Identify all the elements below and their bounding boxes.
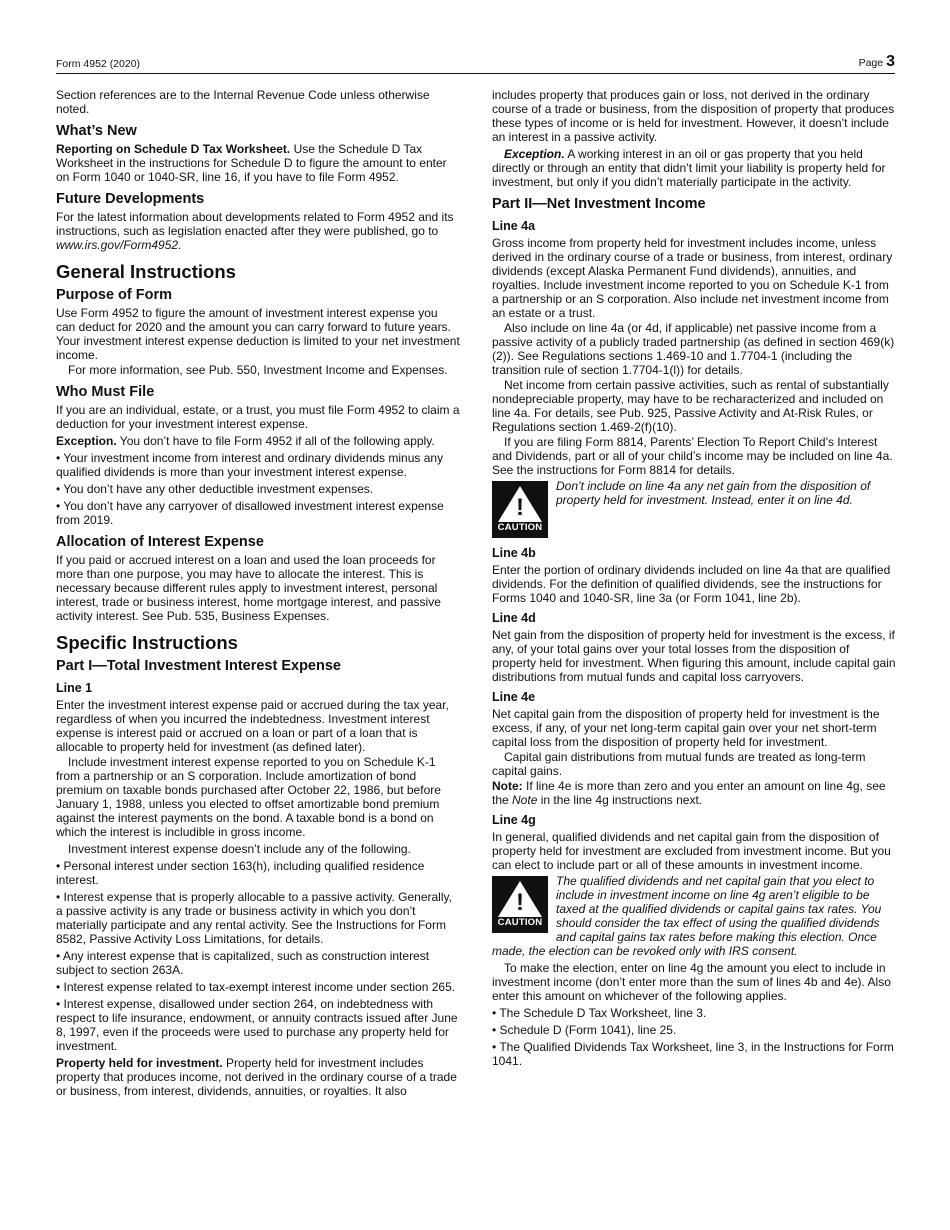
future-body: For the latest information about developments related to Form 4952 and its instructions, such as legislation enacted after they were published, go to [56,210,454,238]
line4g-p2: To make the election, enter on line 4g the amount you elect to include in investment income (don’t enter more than the sum of lines 4b and 4e). Also enter this amount on whichever of the following applies. [492,961,891,1003]
line1-bullet-4: • Interest expense related to tax-exempt interest income under section 265. [56,980,456,994]
line4e-note [492,779,896,807]
line4d-heading: Line 4d [492,611,536,625]
whats-new-heading: What’s New [56,123,137,139]
who-bullet-2: • You don’t have any other deductible investment expenses. [56,482,374,496]
property-held-lead: Property held for investment. [56,1056,223,1070]
purpose-p1: Use Form 4952 to figure the amount of investment interest expense you can deduct for 2020 and the amount you can carry forward to future years. Your investment interest expense deduction is limited to your net investment income. [56,306,460,362]
form-label: Form 4952 (2020) [56,58,141,70]
page-header [56,52,895,74]
line1-bullet-1: • Personal interest under section 163(h), including qualified residence interest. [56,859,425,887]
oil-gas-exception-lead: Exception. [504,147,565,161]
whats-new-text [56,142,460,184]
oil-gas-exception [492,147,896,189]
line4e-heading: Line 4e [492,690,536,704]
note-lead: Note: [492,779,523,793]
line1-bullet-2: • Interest expense that is properly allocable to a passive activity. Generally, a passive activity is any trade or business activity in which you don’t materially participate and any rental activity. See the Instructions for Form 8582, Passive Activity Loss Limitations, for details. [56,890,452,946]
purpose-heading: Purpose of Form [56,287,173,303]
who-exception-body: You don’t have to file Form 4952 if all of the following apply. [116,434,435,448]
general-instructions-heading: General Instructions [56,261,236,282]
left-column [56,88,460,1099]
line4g-bullet-2: • Schedule D (Form 1041), line 25. [492,1023,677,1037]
line4g-heading: Line 4g [492,813,536,827]
note-italic: Note [512,793,538,807]
who-bullet-3: • You don’t have any carryover of disallowed investment interest expense from 2019. [56,499,444,527]
line1-heading: Line 1 [56,681,93,695]
line4e-p1: Net capital gain from the disposition of property held for investment is the excess, if any, of your net long-term capital gain over your net short-term capital loss from the disposition of property held for investment. [492,707,880,749]
line4d-p1: Net gain from the disposition of property held for investment is the excess, if any, of your total gains over your total losses from the disposition of property held for investment. When figuring this amount, include capital gain distributions from mutual funds and capital loss carryovers. [492,628,896,684]
intro-text: Section references are to the Internal Revenue Code unless otherwise noted. [56,88,430,116]
line4a-p2: Also include on line 4a (or 4d, if applicable) net passive income from a passive activity of a publicly traded partnership (as defined in section 469(k)(2)). See Regulations sections 1.469-10 and 1.7704-1 (including the transition rule of section 1.7704-1(l)) for details. [492,321,895,377]
document-page [56,52,895,1212]
line4b-heading: Line 4b [492,546,536,560]
note-end: in the line 4g instructions next. [537,793,703,807]
line1-bullet-3: • Any interest expense that is capitalized, such as construction interest subject to section 263A. [56,949,430,977]
future-developments-heading: Future Developments [56,191,205,207]
whats-new-body: Use the Schedule D Tax Worksheet in the instructions for Schedule D to figure the amount to enter on Form 1040 or 1040-SR, line 16, if you have to file Form 4952. [56,142,447,184]
caution-label: CAUTION [497,917,543,928]
line4a-p3: Net income from certain passive activities, such as rental of substantially nondepreciable property, may have to be recharacterized and included on line 4a. For details, see Pub. 925, Passive Activity and At-Risk Rules, or Regulations section 1.469-2(f)(10). [492,378,889,434]
caution-box-line4a [492,479,896,540]
who-must-file-heading: Who Must File [56,384,155,400]
who-exception [56,434,460,448]
whats-new-lead: Reporting on Schedule D Tax Worksheet. [56,142,291,156]
irs-link[interactable]: www.irs.gov/Form4952 [56,238,179,252]
right-column [492,88,896,1069]
line1-bullet-5: • Interest expense, disallowed under section 264, on indebtedness with respect to life insurance, endowment, or annuity contracts issued after June 8, 1997, even if the proceeds were used to purchase any property held for investment. [56,997,458,1053]
who-p1: If you are an individual, estate, or a trust, you must file Form 4952 to claim a deduction for your investment interest expense. [56,403,460,431]
line4a-p1: Gross income from property held for investment includes income, unless derived in the ordinary course of a trade or business, from interest, ordinary dividends (except Alaska Permanent Fund dividends), annuities, and royalties. Include investment income reported to you on Schedule K-1 from a partnership or an S corporation. Also include net investment income from an estate or a trust. [492,236,893,320]
line4g-bullet-1: • The Schedule D Tax Worksheet, line 3. [492,1006,707,1020]
property-continued: includes property that produces gain or loss, not derived in the ordinary course of a trade or business, from the disposition of property that produces these types of income or is held for investment. However, it doesn’t include an interest in a passive activity. [492,88,895,144]
caution-icon: ! CAUTION [492,481,548,538]
page-number: 3 [886,53,895,70]
line1-p1: Enter the investment interest expense paid or accrued during the tax year, regardless of when you incurred the indebtedness. Investment interest expense is interest paid or accrued on a loan or part of a loan that is allocable to property held for investment (as defined later). [56,698,449,754]
line1-p3: Investment interest expense doesn’t include any of the following. [68,842,411,856]
line4g-bullet-3: • The Qualified Dividends Tax Worksheet, line 3, in the Instructions for Form 1041. [492,1040,894,1068]
allocation-text: If you paid or accrued interest on a loan and used the loan proceeds for more than one purpose, you may have to allocate the interest. This is necessary because different rules apply to investment interest, personal interest, trade or business interest, home mortgage interest, and passive activity interest. See Pub. 535, Business Expenses. [56,553,441,623]
specific-instructions-heading: Specific Instructions [56,632,238,653]
who-bullet-1: • Your investment income from interest and ordinary dividends minus any qualified dividends is more than your investment interest expense. [56,451,444,479]
line4g-p1: In general, qualified dividends and net capital gain from the disposition of property held for investment are excluded from investment income. But you can elect to include part or all of these amounts in investment income. [492,830,891,872]
page-indicator [859,53,895,71]
part1-heading: Part I—Total Investment Interest Expense [56,658,341,674]
part2-heading: Part II—Net Investment Income [492,196,706,212]
property-held-body: Property held for investment includes property that produces income, not derived in the ordinary course of a trade or business, from interest, dividends, annuities, or royalties. It also [56,1056,457,1098]
caution-box-line4g [492,874,896,958]
note-body: If line 4e is more than zero and you enter an amount on line 4g, see the [492,779,886,807]
line4e-p2: Capital gain distributions from mutual funds are treated as long-term capital gains. [492,750,866,778]
caution-text-line4g: The qualified dividends and net capital gain that you elect to include in investment income on line 4g aren’t eligible to be taxed at the qualified dividends or capital gains tax rates. You should consider the tax effect of using the qualified dividends and capital gains tax rates before making this election. Once made, the election can be revoked only with IRS consent. [492,874,882,958]
property-held-text [56,1056,460,1098]
who-exception-lead: Exception. [56,434,117,448]
page-label: Page [858,57,884,69]
line1-p2: Include investment interest expense reported to you on Schedule K-1 from a partnership or an S corporation. Include amortization of bond premium on taxable bonds purchased after October 22, 1986, but before January 1, 1988, unless you elected to offset amortizable bond premium against the interest payments on the bond. A taxable bond is a bond on which the interest is includible in gross income. [56,755,441,839]
caution-text-line4a: Don’t include on line 4a any net gain from the disposition of property held for investment. Instead, enter it on line 4d. [556,479,871,507]
line4a-p4: If you are filing Form 8814, Parents’ Election To Report Child’s Interest and Dividends, part or all of your child’s income may be included on line 4a. See the instructions for Form 8814 for details. [492,435,893,477]
caution-label: CAUTION [497,522,543,533]
future-developments-text [56,210,460,252]
purpose-p2: For more information, see Pub. 550, Investment Income and Expenses. [68,363,448,377]
future-end: . [178,238,182,252]
caution-icon: ! CAUTION [492,876,548,933]
allocation-heading: Allocation of Interest Expense [56,534,264,550]
line4a-heading: Line 4a [492,219,536,233]
line4b-p1: Enter the portion of ordinary dividends included on line 4a that are qualified dividends. For the definition of qualified dividends, see the instructions for Forms 1040 and 1040-SR, line 3a (or Form 1041, line 2b). [492,563,891,605]
oil-gas-exception-body: A working interest in an oil or gas property that you held directly or through an entity that didn’t limit your liability is property held for investment, but only if you didn’t materially participate in the activity. [492,147,886,189]
